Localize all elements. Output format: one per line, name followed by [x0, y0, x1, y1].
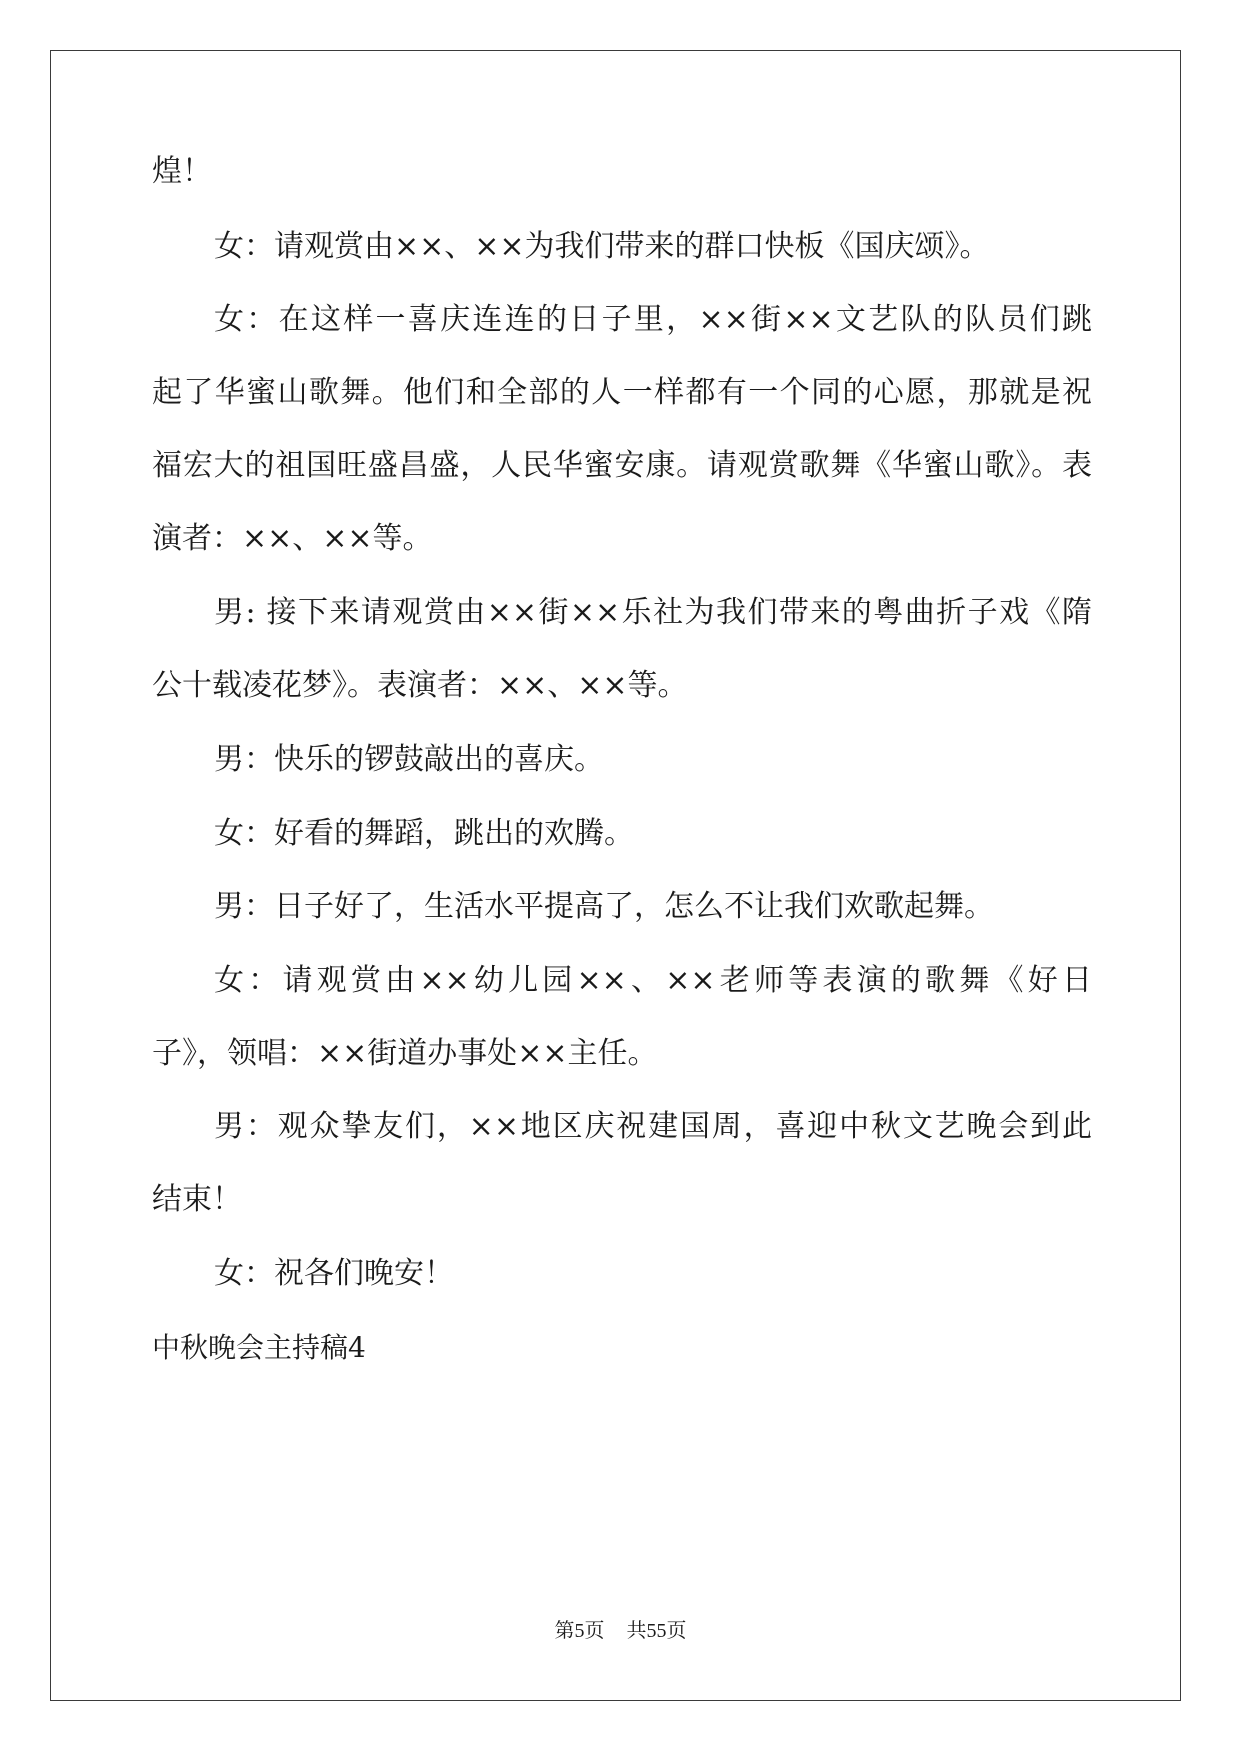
text-line: 男：观众挚友们，××地区庆祝建国周，喜迎中秋文艺晚会到此 [214, 1109, 1092, 1144]
text-line: 煌！ [152, 154, 212, 189]
text-line: 女：祝各们晚安！ [214, 1256, 454, 1291]
text-line: 结束！ [152, 1182, 242, 1217]
text-line: 公十载凌花梦》。表演者：××、××等。 [152, 668, 688, 703]
text-line: 女：好看的舞蹈，跳出的欢腾。 [214, 816, 634, 851]
text-line: 起了华蜜山歌舞。他们和全部的人一样都有一个同的心愿，那就是祝 [152, 375, 1092, 410]
text-line: 男：快乐的锣鼓敲出的喜庆。 [214, 742, 604, 777]
text-line: 福宏大的祖国旺盛昌盛，人民华蜜安康。请观赏歌舞《华蜜山歌》。表 [152, 448, 1092, 483]
text-line: 子》，领唱：××街道办事处××主任。 [152, 1036, 658, 1071]
page-suffix: 页 [584, 1618, 605, 1642]
text-line: 男：日子好了，生活水平提高了，怎么不让我们欢歌起舞。 [214, 889, 994, 924]
text-line: 女：请观赏由××、××为我们带来的群口快板《国庆颂》。 [214, 229, 990, 264]
page-footer [0, 1616, 1241, 1645]
total-suffix: 页 [666, 1618, 687, 1642]
page-prefix: 第 [554, 1618, 575, 1642]
text-line: 演者：××、××等。 [152, 521, 433, 556]
page-number: 5 [574, 1620, 585, 1642]
text-line: 女：请观赏由××幼儿园××、××老师等表演的歌舞《好日 [214, 963, 1092, 998]
total-pages: 55 [646, 1620, 667, 1642]
page-border [50, 50, 1181, 1701]
text-line: 女：在这样一喜庆连连的日子里，××街××文艺队的队员们跳 [214, 302, 1092, 337]
total-prefix: 共 [626, 1618, 647, 1642]
section-heading: 中秋晚会主持稿4 [152, 1331, 366, 1364]
text-line: 男: 接下来请观赏由××街××乐社为我们带来的粤曲折子戏《隋 [214, 595, 1092, 630]
